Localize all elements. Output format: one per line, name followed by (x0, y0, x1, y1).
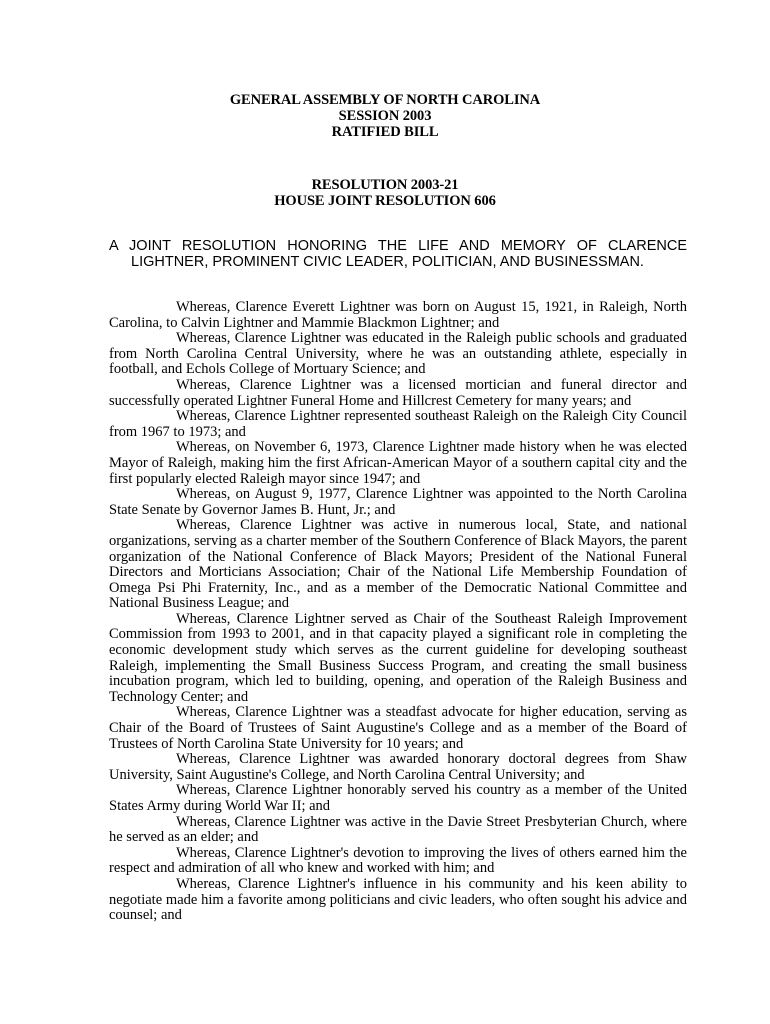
whereas-paragraph: Whereas, Clarence Everett Lightner was born on August 15, 1921, in Raleigh, North Carolina, to Calvin Lightner and Mammie Blackmon Lightner; and (109, 299, 687, 331)
document-body (109, 300, 687, 924)
resolution-title: A JOINT RESOLUTION HONORING THE LIFE AND MEMORY OF CLARENCE LIGHTNER, PROMINENT CIVIC LEADER, POLITICIAN, AND BUSINESSMAN. (109, 238, 687, 270)
resolution-number: RESOLUTION 2003-21 (311, 177, 459, 193)
whereas-paragraph: Whereas, Clarence Lightner was educated in the Raleigh public schools and graduated from North Carolina Central University, where he was an outstanding athlete, especially in football, and Echols College of Mortuary Science; and (109, 330, 687, 378)
session-heading: SESSION 2003 (338, 108, 432, 124)
whereas-paragraph: Whereas, on August 9, 1977, Clarence Lightner was appointed to the North Carolina State Senate by Governor James B. Hunt, Jr.; and (109, 486, 687, 518)
whereas-paragraph: Whereas, Clarence Lightner honorably served his country as a member of the United States Army during World War II; and (109, 782, 687, 814)
whereas-paragraph: Whereas, Clarence Lightner served as Chair of the Southeast Raleigh Improvement Commission from 1993 to 2001, and in that capacity played a significant role in completing the economic development study which serves as the current guideline for developing southeast Raleigh, implementing the Small Business Success Program, and creating the small business incubation program, which led to building, opening, and operation of the Raleigh Business and Technology Center; and (109, 610, 687, 705)
whereas-paragraph: Whereas, Clarence Lightner was awarded honorary doctoral degrees from Shaw University, Saint Augustine's College, and North Carolina Central University; and (109, 751, 687, 783)
house-resolution-number: HOUSE JOINT RESOLUTION 606 (274, 193, 496, 209)
resolution-header (0, 177, 770, 209)
whereas-paragraph: Whereas, Clarence Lightner's influence in his community and his keen ability to negotiate made him a favorite among politicians and civic leaders, who often sought his advice and counsel; and (109, 875, 687, 924)
whereas-paragraph: Whereas, Clarence Lightner's devotion to improving the lives of others earned him the respect and admiration of all who knew and worked with him; and (109, 844, 687, 877)
whereas-paragraph: Whereas, Clarence Lightner was a licensed mortician and funeral director and successfully operated Lightner Funeral Home and Hillcrest Cemetery for many years; and (109, 376, 687, 409)
whereas-paragraph: Whereas, on November 6, 1973, Clarence Lightner made history when he was elected Mayor of Raleigh, making him the first African-American Mayor of a southern capital city and the first popularly elected Raleigh mayor since 1947; and (109, 439, 687, 487)
document-header (0, 92, 770, 140)
whereas-paragraph: Whereas, Clarence Lightner was a steadfast advocate for higher education, serving as Chair of the Board of Trustees of Saint Augustine's College and as a member of the Board of Trustees of North Carolina State University for 10 years; and (109, 704, 687, 752)
assembly-heading: GENERAL ASSEMBLY OF NORTH CAROLINA (229, 92, 541, 108)
bill-type-heading: RATIFIED BILL (331, 124, 439, 140)
whereas-paragraph: Whereas, Clarence Lightner represented southeast Raleigh on the Raleigh City Council from 1967 to 1973; and (109, 408, 687, 440)
whereas-paragraph: Whereas, Clarence Lightner was active in the Davie Street Presbyterian Church, where he served as an elder; and (109, 813, 687, 846)
whereas-paragraph: Whereas, Clarence Lightner was active in numerous local, State, and national organizations, serving as a charter member of the Southern Conference of Black Mayors, the parent organization of the National Conference of Black Mayors; President of the National Funeral Directors and Morticians Association; Chair of the National Life Membership Foundation of Omega Psi Phi Fraternity, Inc., and as a member of the Democratic National Committee and National Business League; and (109, 517, 687, 612)
